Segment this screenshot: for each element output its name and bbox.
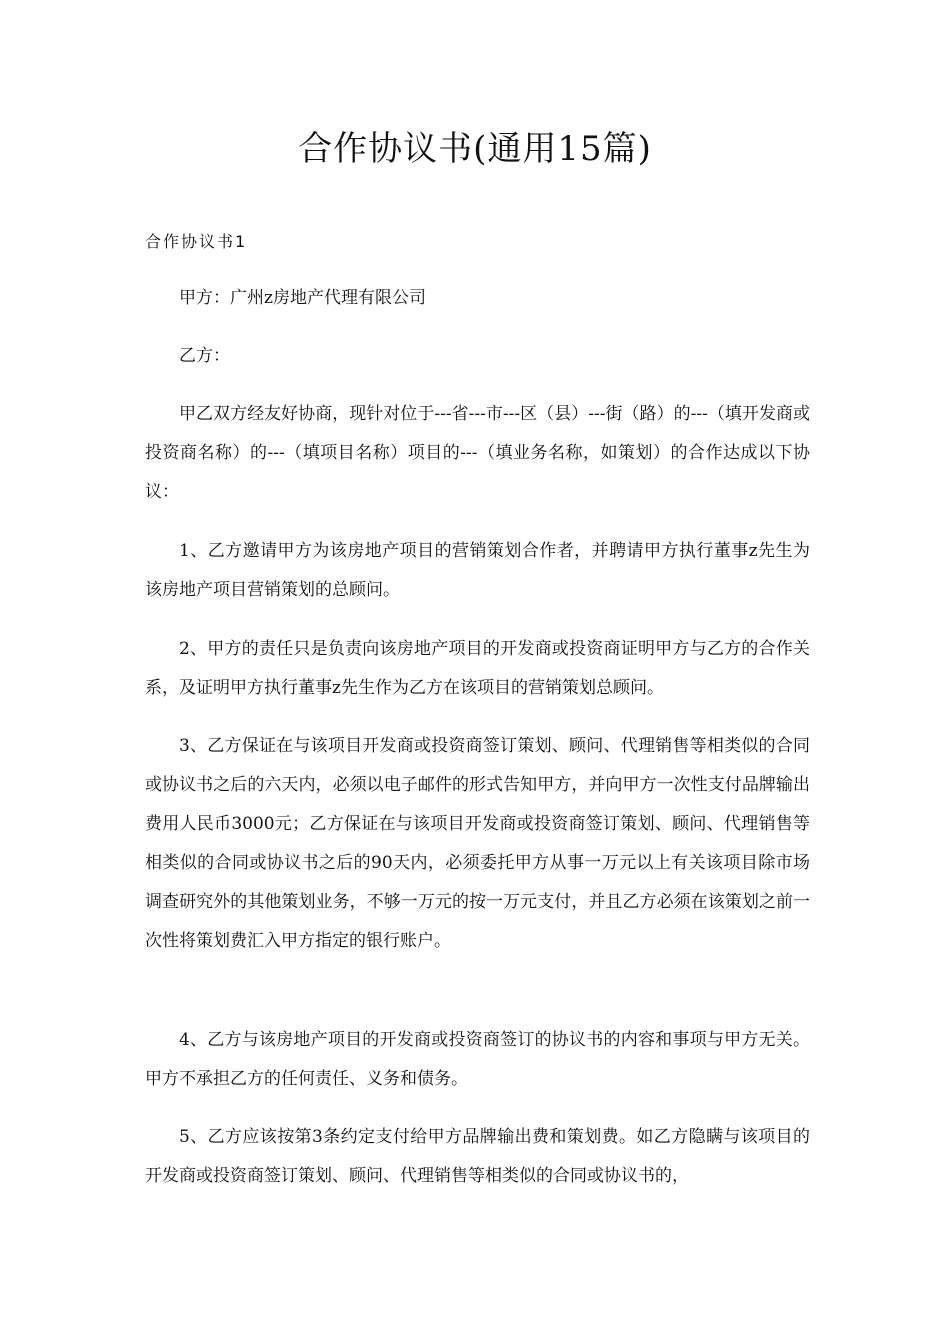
- section-heading: 合作协议书1: [145, 232, 248, 251]
- clause-3-paragraph: 3、乙方保证在与该项目开发商或投资商签订策划、顾问、代理销售等相类似的合同或协议书之后的六天内，必须以电子邮件的形式告知甲方，并向甲方一次性支付品牌输出费用人民币3000元；乙方保证在与该项目开发商或投资商签订策划、顾问、代理销售等相类似的合同或协议书之后的90天内，必须委托甲方从事一万元以上有关该项目除市场调查研究外的其他策划业务，不够一万元的按一万元支付，并且乙方必须在该策划之前一次性将策划费汇入甲方指定的银行账户。: [145, 736, 810, 951]
- party-a-paragraph: 甲方：广州z房地产代理有限公司: [179, 288, 426, 308]
- document-title: 合作协议书(通用15篇): [298, 129, 652, 169]
- party-b-paragraph: 乙方：: [179, 346, 230, 366]
- intro-paragraph: 甲乙双方经友好协商，现针对位于---省---市---区（县）---街（路）的---（填开发商或投资商名称）的---（填项目名称）项目的---（填业务名称，如策划）的合作达成以下协议：: [145, 404, 810, 502]
- clause-4-paragraph: 4、乙方与该房地产项目的开发商或投资商签订的协议书的内容和事项与甲方无关。甲方不承担乙方的任何责任、义务和债务。: [145, 1030, 810, 1089]
- clause-5-paragraph: 5、乙方应该按第3条约定支付给甲方品牌输出费和策划费。如乙方隐瞒与该项目的开发商或投资商签订策划、顾问、代理销售等相类似的合同或协议书的，: [145, 1127, 810, 1186]
- clause-1-paragraph: 1、乙方邀请甲方为该房地产项目的营销策划合作者，并聘请甲方执行董事z先生为该房地产项目营销策划的总顾问。: [145, 541, 810, 600]
- clause-2-paragraph: 2、甲方的责任只是负责向该房地产项目的开发商或投资商证明甲方与乙方的合作关系，及证明甲方执行董事z先生作为乙方在该项目的营销策划总顾问。: [145, 639, 810, 698]
